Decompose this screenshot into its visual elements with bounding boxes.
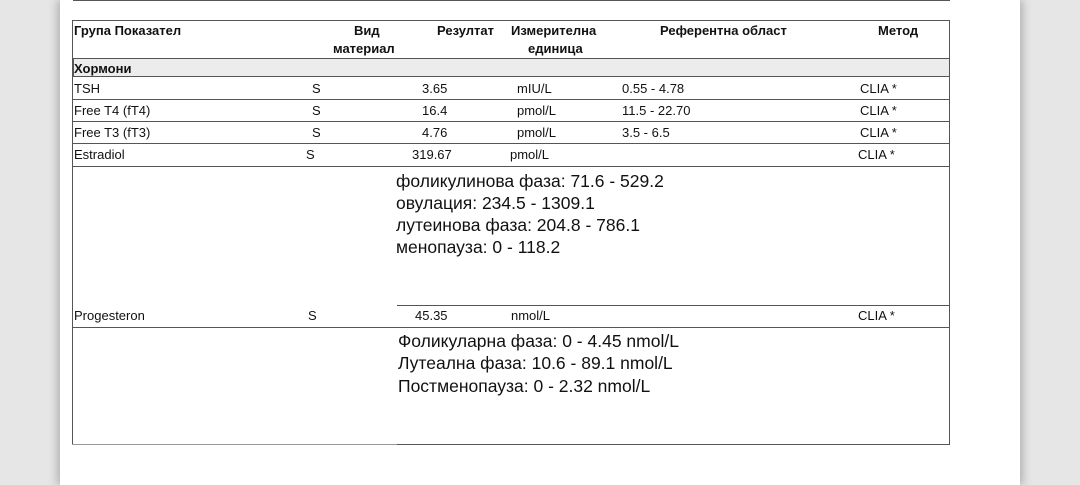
row-separator	[72, 121, 950, 122]
table-row-ft3-method: CLIA *	[860, 125, 897, 140]
progesteron-ref-line: Лутеална фаза: 10.6 - 89.1 nmol/L	[398, 353, 673, 373]
table-row-estradiol-material: S	[306, 147, 315, 162]
row-separator	[72, 143, 950, 144]
table-row-ft3-result: 4.76	[422, 125, 448, 140]
table-row-ft3-unit: pmol/L	[517, 125, 557, 140]
header-material-line1: Вид	[354, 23, 380, 38]
section-title: Хормони	[74, 61, 132, 76]
table-row-ft4-unit: pmol/L	[517, 103, 557, 118]
table-row-tsh-material: S	[312, 81, 321, 96]
table-row-ft4-name: Free T4 (fT4)	[74, 103, 151, 118]
table-bottom-right	[397, 444, 950, 445]
table-row-estradiol-method: CLIA *	[858, 147, 895, 162]
row-separator	[72, 99, 950, 100]
table-row-progesteron-unit: nmol/L	[511, 308, 551, 323]
table-left-border	[72, 20, 73, 445]
table-top-border	[72, 20, 950, 21]
table-row-ft3-name: Free T3 (fT3)	[74, 125, 151, 140]
table-row-ft4-material: S	[312, 103, 321, 118]
row-separator	[72, 166, 950, 167]
estradiol-ref-line: лутеинова фаза: 204.8 - 786.1	[396, 215, 640, 235]
progesteron-ref-line: Постменопауза: 0 - 2.32 nmol/L	[398, 376, 651, 396]
table-right-border	[949, 20, 950, 445]
table-row-tsh-result: 3.65	[422, 81, 448, 96]
header-group: Група Показател	[74, 23, 182, 38]
header-reference: Референтна област	[660, 23, 787, 38]
estradiol-ref-line: овулация: 234.5 - 1309.1	[396, 193, 595, 213]
table-row-ft3-reference: 3.5 - 6.5	[622, 125, 670, 140]
estradiol-ref-line: менопауза: 0 - 118.2	[396, 237, 561, 257]
progesteron-ref-line: Фоликуларна фаза: 0 - 4.45 nmol/L	[398, 331, 679, 351]
table-row-ft4-result: 16.4	[422, 103, 448, 118]
header-material-line2: материал	[333, 41, 395, 56]
row-separator	[72, 327, 950, 328]
table-row-ft4-reference: 11.5 - 22.70	[622, 103, 691, 118]
header-result: Резултат	[437, 23, 494, 38]
section-band	[73, 58, 950, 77]
header-unit-line2: единица	[528, 41, 583, 56]
top-rule	[73, 0, 950, 1]
estradiol-ref-line: фоликулинова фаза: 71.6 - 529.2	[396, 171, 664, 191]
table-row-tsh-unit: mIU/L	[517, 81, 552, 96]
table-row-ft3-material: S	[312, 125, 321, 140]
table-bottom-left	[72, 444, 397, 445]
table-row-estradiol-unit: pmol/L	[510, 147, 550, 162]
table-row-progesteron-result: 45.35	[415, 308, 448, 323]
table-row-progesteron-material: S	[308, 308, 317, 323]
table-row-estradiol-name: Estradiol	[74, 147, 125, 162]
header-unit-line1: Измерителна	[511, 23, 597, 38]
table-row-tsh-reference: 0.55 - 4.78	[622, 81, 685, 96]
report-page	[60, 0, 1020, 485]
table-row-progesteron-method: CLIA *	[858, 308, 895, 323]
table-row-tsh-name: TSH	[74, 81, 100, 96]
table-row-estradiol-result: 319.67	[412, 147, 452, 162]
table-row-ft4-method: CLIA *	[860, 103, 897, 118]
row-separator	[397, 305, 950, 306]
table-row-tsh-method: CLIA *	[860, 81, 897, 96]
table-row-progesteron-name: Progesteron	[74, 308, 145, 323]
header-method: Метод	[878, 23, 919, 38]
